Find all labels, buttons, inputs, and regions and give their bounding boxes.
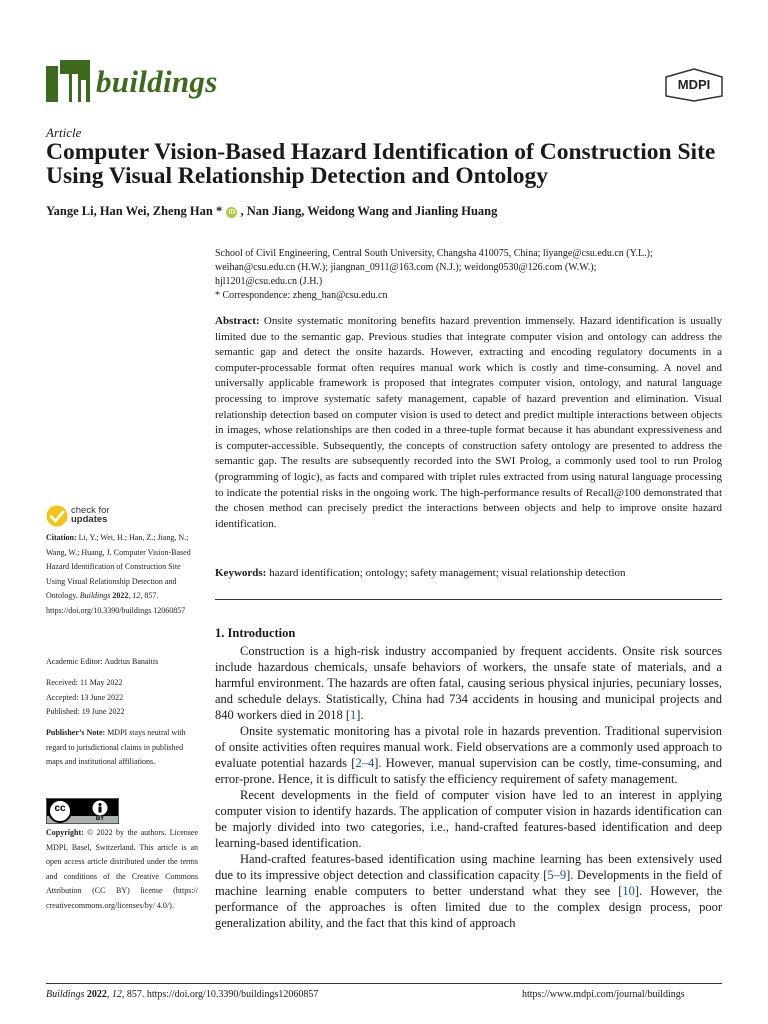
keywords-text: hazard identification; ontology; safety management; visual relationship detection xyxy=(266,567,626,579)
journal-logo-icon xyxy=(46,60,90,102)
divider xyxy=(215,599,722,600)
footer-citation: Buildings 2022, 12, 857. https://doi.org/10.3390/buildings12060857 xyxy=(46,989,319,1000)
keywords-label: Keywords: xyxy=(215,567,267,579)
footer-journal: Buildings xyxy=(46,989,85,1000)
published-date: Published: 19 June 2022 xyxy=(46,707,125,716)
citation-doi[interactable]: , 857. https://doi.org/10.3390/buildings 12060857 xyxy=(46,591,186,615)
article-type: Article xyxy=(46,125,82,140)
affiliations xyxy=(215,247,725,303)
footer-volume: 12 xyxy=(111,989,122,1000)
academic-editor: Academic Editor: Audrius Banaitis xyxy=(46,657,159,666)
paragraph-text: ]. However, manual supervision can be costly, time-consuming, and error-prone. Hence, it is difficult to satisfy the efficiency requirement of safety management. xyxy=(215,756,722,786)
cc-label: cc xyxy=(54,803,66,814)
citation-year: 2022 xyxy=(112,591,129,600)
received-date: Received: 11 May 2022 xyxy=(46,678,123,687)
paragraph-text: ]. Developments in the field of machine learning enable computers to better understand what they see [ xyxy=(215,868,722,898)
abstract xyxy=(215,314,722,532)
reference-link[interactable]: 5–9 xyxy=(547,868,567,882)
citation-label: Citation: xyxy=(46,533,77,542)
check-line: check for xyxy=(71,505,110,516)
check-for-updates-label[interactable] xyxy=(71,506,110,524)
keywords xyxy=(215,566,722,582)
check-for-updates-icon[interactable] xyxy=(46,505,68,527)
paragraph-text: Onsite systematic monitoring has a pivotal role in hazards prevention. Traditional supervision of onsite activities often requires manual work. Field observations are a commonly used approach to evaluate potential hazards [ xyxy=(215,724,722,770)
paragraph-text: Hand-crafted features-based identification using machine learning has been extensively used due to its impressive object detection and classification capacity [ xyxy=(215,852,722,882)
accepted-date: Accepted: 13 June 2022 xyxy=(46,692,124,702)
affiliation-line: weihan@csu.edu.cn (H.W.); jiangnan_0911@163.com (N.J.); weidong0530@126.com (W.W.); xyxy=(215,262,597,273)
mdpi-logo[interactable] xyxy=(664,68,724,102)
paragraph xyxy=(215,723,722,787)
copyright-text: © 2022 by the authors. Licensee MDPI, Basel, Switzerland. This article is an open access article distributed under the terms and conditions of the Creative Commons Attribution (CC BY) license (https:// creativecommons.org/licenses/by/ 4.0/). xyxy=(46,828,198,910)
check-line: updates xyxy=(71,514,108,525)
introduction-body xyxy=(215,643,722,931)
authors-part2: , Nan Jiang, Weidong Wang and Jianling Huang xyxy=(240,204,498,218)
paragraph: Recent developments in the field of computer vision have led to an interest in applying computer vision to identify hazards. The application of computer vision in hazards identification can be majorly divided into two categories, i.e., hand-crafted features-based identification and deep learning-based identification. xyxy=(215,788,722,850)
citation-volume: 12 xyxy=(132,591,141,600)
author-list xyxy=(46,204,497,219)
reference-link[interactable]: 10 xyxy=(622,884,635,898)
citation-text: Li, Y.; Wei, H.; Han, Z.; Jiang, N.; Wang, W.; Huang, J. Computer Vision-Based Hazard Identification of Construction Site Using Visual Relationship Detection and Ontology. xyxy=(46,533,191,600)
citation-journal: Buildings xyxy=(79,591,111,600)
cc-by-label: BY xyxy=(95,816,105,822)
copyright-block xyxy=(46,826,198,913)
paragraph xyxy=(215,851,722,931)
affiliation-line: School of Civil Engineering, Central South University, Changsha 410075, China; liyange@csu.edu.cn (Y.L.); xyxy=(215,248,653,259)
footer-doi-link[interactable]: , 857. https://doi.org/10.3390/buildings12060857 xyxy=(121,989,319,1000)
cc-by-license-badge[interactable] xyxy=(46,798,119,824)
paper-title: Computer Vision-Based Hazard Identification of Construction Site Using Visual Relationship Detection and Ontology xyxy=(46,139,716,189)
reference-link[interactable]: 1 xyxy=(350,708,357,722)
paragraph xyxy=(215,643,722,723)
affiliation-line: hjl1201@csu.edu.cn (J.H.) xyxy=(215,276,323,287)
footer-divider xyxy=(46,983,722,984)
publishers-note xyxy=(46,726,198,770)
section-heading-introduction: 1. Introduction xyxy=(215,626,296,640)
footer-journal-url[interactable]: https://www.mdpi.com/journal/buildings xyxy=(522,989,685,1000)
footer-year: 2022 xyxy=(86,989,107,1000)
citation-block: Citation: Li, Y.; Wei, H.; Han, Z.; Jiang, N.; Wang, W.; Huang, J. Computer Vision-Based Hazard Identification of Construction Site Using Visual Relationship Detection and Ontology. Buildings 2022, 12, 857. https://doi.org/10.3390/buildings 12060857 xyxy=(46,533,191,615)
paragraph-text: ]. xyxy=(356,708,364,722)
copyright-label: Copyright: xyxy=(46,828,84,837)
abstract-text: Onsite systematic monitoring benefits hazard prevention immensely. Hazard identification is usually limited due to the semantic gap. Previous studies that integrate computer vision and ontology can address the semantic gap and detect the onsite hazards. However, extracting and encoding regulatory documents in a computer-processable format often requires manual work which is costly and time-consuming. A novel and universally applicable framework is proposed that integrates computer vision, ontology, and natural language processing to improve systematic safety management, capable of hazard prevention and elimination. Visual relationship detection based on computer vision is used to detect and predict multiple interactions between objects in images, whose relationships are then coded in a three-tuple format because it has abundant expressiveness and is computer-accessible. Subsequently, the concepts of construction safety ontology are presented to address the semantic gap. The results are subsequently recorded into the SWI Prolog, a commonly used tool to run Prolog (programming of logic), as facts and compared with triplet rules extracted from using natural language processing to indicate the potential risks in the ongoing work. The high-performance results of Recall@100 demonstrated that the chosen method can precisely predict the interactions between objects and help to improve onsite hazard identification. xyxy=(215,315,722,530)
pubnote-label: Publisher’s Note: xyxy=(46,728,106,737)
reference-link[interactable]: 2–4 xyxy=(355,756,375,770)
paragraph-text: ]. However, the performance of the approaches is often limited due to the complex design process, poor generalization ability, and the fact that this kind of approach xyxy=(215,884,722,930)
paragraph-text: Construction is a high-risk industry accompanied by frequent accidents. Onsite risk sources include hazardous chemicals, unsafe behaviors of workers, the unsafe state of materials, and a harmful environment. The hazards are often fatal, causing serious physical injuries, pecuniary losses, and schedule delays. Statistically, China had 734 accidents in housing and municipal projects and 840 workers died in 2018 [ xyxy=(215,644,722,722)
abstract-label: Abstract: xyxy=(215,315,260,327)
dates-block xyxy=(46,676,198,720)
journal-name: buildings xyxy=(96,64,218,99)
orcid-icon[interactable]: iD xyxy=(228,208,236,216)
mdpi-logo-text: MDPI xyxy=(677,77,711,92)
authors-part1: Yange Li, Han Wei, Zheng Han * xyxy=(46,204,223,218)
correspondence: * Correspondence: zheng_han@csu.edu.cn xyxy=(215,290,388,301)
pubnote-text: MDPI stays neutral with regard to jurisdictional claims in published maps and institutional affiliations. xyxy=(46,728,186,766)
